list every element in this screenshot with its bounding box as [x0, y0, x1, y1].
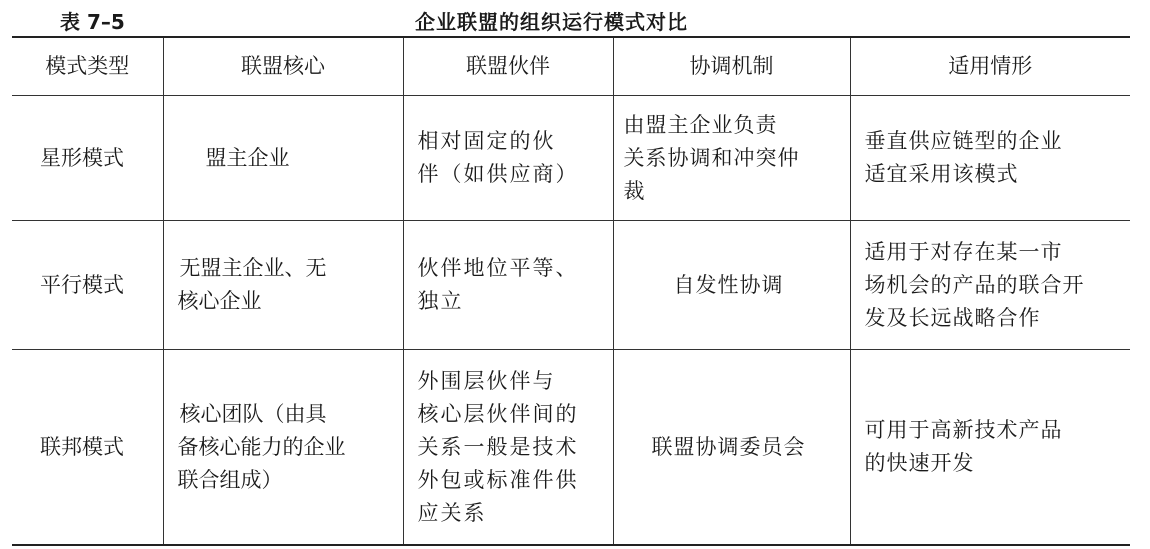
cell-scenario	[850, 96, 1130, 221]
cell-text: 自发性协调	[673, 272, 784, 297]
cell-text: 由盟主企业负责 关系协调和冲突仲 裁	[623, 112, 800, 203]
cell-text: 外围层伙伴与 核心层伙伴间的 关系一般是技术 外包或标准件供 应关系	[417, 368, 579, 525]
cell-mode-type	[12, 221, 163, 350]
header-scenario: 适用情形	[850, 37, 1130, 96]
cell-partner	[403, 350, 613, 546]
table-row	[12, 96, 1130, 221]
cell-core	[163, 350, 403, 546]
header-alliance-core: 联盟核心	[163, 37, 403, 96]
cell-core	[163, 96, 403, 221]
table-number: 表 7–5	[60, 10, 125, 34]
cell-text: 可用于高新技术产品 的快速开发	[864, 418, 1063, 475]
header-alliance-partner: 联盟伙伴	[403, 37, 613, 96]
cell-mode-type	[12, 350, 163, 546]
cell-text: 联盟协调委员会	[651, 434, 806, 459]
cell-text: 伙伴地位平等、 独立	[417, 256, 579, 313]
table-row	[12, 221, 1130, 350]
cell-mode-type	[12, 96, 163, 221]
cell-scenario	[850, 350, 1130, 546]
cell-text: 核心团队（由具 备核心能力的企业 联合组成）	[177, 401, 346, 492]
header-mode-type: 模式类型	[12, 37, 163, 96]
cell-partner	[403, 96, 613, 221]
comparison-table	[12, 36, 1130, 546]
cell-text: 联邦模式	[40, 434, 124, 459]
cell-partner	[403, 221, 613, 350]
cell-text: 垂直供应链型的企业 适宜采用该模式	[864, 129, 1063, 186]
table-caption	[0, 4, 1150, 34]
header-row	[12, 37, 1130, 96]
cell-text: 星形模式	[40, 145, 124, 170]
cell-core	[163, 221, 403, 350]
cell-text: 适用于对存在某一市 场机会的产品的联合开 发及长远战略合作	[864, 239, 1085, 330]
cell-text: 盟主企业	[205, 145, 290, 170]
cell-text: 相对固定的伙 伴（如供应商）	[417, 129, 579, 186]
cell-text: 平行模式	[40, 272, 124, 297]
cell-text: 无盟主企业、无 核心企业	[177, 256, 327, 313]
cell-coordination	[613, 96, 850, 221]
cell-coordination	[613, 221, 850, 350]
cell-scenario	[850, 221, 1130, 350]
cell-coordination	[613, 350, 850, 546]
table-row	[12, 350, 1130, 546]
header-coordination: 协调机制	[613, 37, 850, 96]
table-title: 企业联盟的组织运行模式对比	[415, 10, 688, 34]
